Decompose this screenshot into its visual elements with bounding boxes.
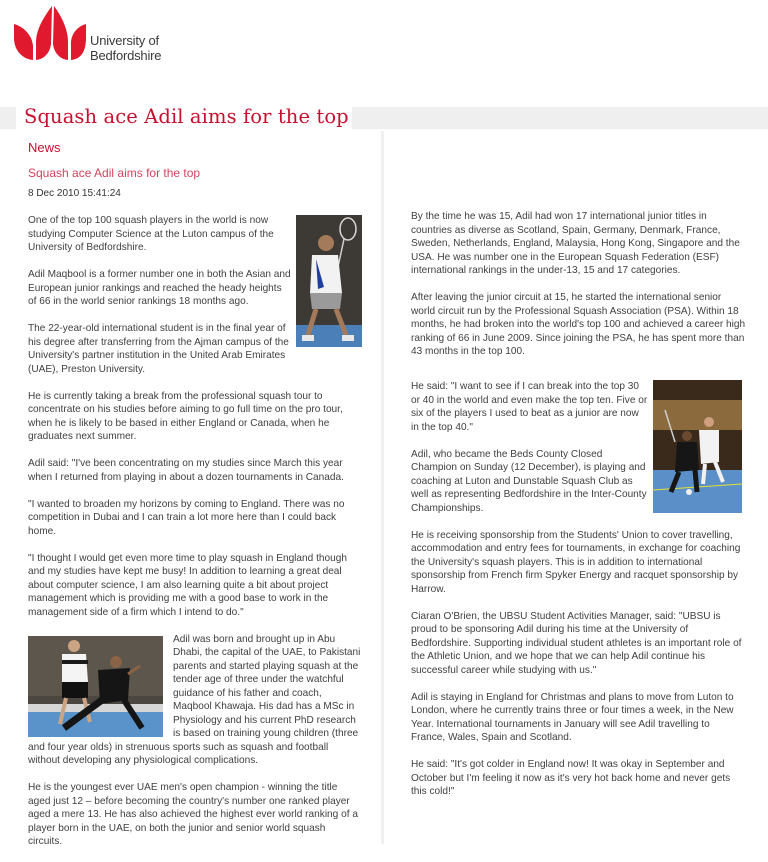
article-column-left: [28, 214, 362, 862]
squash-player-photo-1: [296, 215, 362, 347]
paragraph: Adil Maqbool is a former number one in both the Asian and European junior rankings and reached the heady heights of 66 in the world senior rankings 18 months ago.: [28, 269, 291, 307]
paragraph: The 22-year-old international student is in the final year of his degree after transferring from the Ajman campus of the University's partner institution in the United Arab Emirates (UAE), Preston University.: [28, 323, 289, 375]
paragraph: Adil said: "I've been concentrating on my studies since March this year when I returned from playing in about a dozen tournaments in Canada.: [28, 458, 344, 483]
logo-wordmark: [90, 33, 161, 63]
spacer: [411, 372, 746, 380]
paragraph: "I thought I would get even more time to play squash in England though and my studies have kept me busy! In addition to learning a great deal about computer science, I am also learning quite a bit about project management which is providing me with a good base to work in the management side of a firm which I intend to do.": [28, 552, 347, 618]
paragraph: Adil was born and brought up in Abu Dhabi, the capital of the UAE, to Pakistani parents and started playing squash at the tender age of three under the watchful guidance of his father and coach, Maqbool Khawaja. His dad has a MSc in Physiology and his current PhD research is based on training young children (three and four year olds) in strenuous sports such as squash and football without developing any physiological complications.: [28, 633, 361, 766]
tulip-logo-icon: [12, 4, 88, 62]
logo-line-2: Bedfordshire: [90, 48, 162, 63]
logo-line-1: University of: [90, 33, 159, 48]
article-column-right: [411, 210, 746, 812]
paragraph: He is the youngest ever UAE men's open champion - winning the title aged just 12 – before becoming the country's number one ranked player aged a mere 13. He has also achieved the highest ever world ranking of a player born in the UAE, on both the junior and senior world squash circuits.: [28, 782, 358, 847]
paragraph: Adil is staying in England for Christmas and plans to move from Luton to London, where he currently trains three or four times a week, in the New Year. International tournaments in January will see Adil travelling to France, Wales, Spain and Scotland.: [411, 691, 734, 743]
section-label: News: [28, 140, 61, 155]
page-title: Squash ace Adil aims for the top: [24, 105, 349, 128]
squash-player-photo-2: [28, 636, 163, 737]
paragraph: He said: "I want to see if I can break into the top 30 or 40 in the world and even make the top ten. Five or six of the players I used to beat as a junior are now in the top 40.": [411, 381, 648, 433]
paragraph: Adil, who became the Beds County Closed Champion on Sunday (12 December), is playing and coaching at Luton and Dunstable Squash Club as well as representing Bedfordshire in the Inter-County Championships.: [411, 448, 647, 514]
column-divider: [381, 131, 384, 844]
paragraph: One of the top 100 squash players in the world is now studying Computer Science at the Luton campus of the University of Bedfordshire.: [28, 215, 274, 253]
paragraph: He is currently taking a break from the professional squash tour to concentrate on his studies before aiming to go full time on the pro tour, when he is likely to be based in either England or Canada, when he graduates next summer.: [28, 390, 343, 442]
paragraph: He said: "It's got colder in England now! It was okay in September and October but I'm feeling it now as it's very hot back home and never gets this cold!": [411, 759, 731, 797]
timestamp: 8 Dec 2010 15:41:24: [28, 188, 121, 199]
article-link[interactable]: Squash ace Adil aims for the top: [28, 166, 201, 180]
paragraph: By the time he was 15, Adil had won 17 international junior titles in countries as diverse as Scotland, Spain, Germany, Denmark, France, Sweden, Netherlands, England, Malaysia, Hong Kong, Singapore and the USA. He was number one in the European Squash Federation (ESF) international rankings in the under-13, 15 and 17 categories.: [411, 211, 740, 276]
university-logo[interactable]: [12, 4, 172, 64]
paragraph: "I wanted to broaden my horizons by coming to England. There was no competition in Dubai and I can train a lot more here than I could back home.: [28, 498, 345, 537]
squash-player-photo-3: [653, 380, 742, 513]
paragraph: He is receiving sponsorship from the Students' Union to cover travelling, accommodation and entry fees for tournaments, in exchange for coaching the University's squash players. This is in addition to international sponsorship from French firm Spyker Energy and racquet sponsorship by Harrow.: [411, 529, 741, 595]
paragraph: After leaving the junior circuit at 15, he started the international senior world circuit run by the Professional Squash Association (PSA). Within 18 months, he had broken into the world's top 100 and achieved a career high ranking of 66 in June 2009. Since joining the PSA, he has spent more than 43 months in the top 100.: [411, 292, 746, 357]
paragraph: Ciaran O'Brien, the UBSU Student Activities Manager, said: "UBSU is proud to be sponsoring Adil during his time at the University of Bedfordshire. Supporting individual student athletes is an important role of the Athletic Union, and we hope that we can help Adil continue his successful career while studying with us.": [411, 610, 742, 676]
